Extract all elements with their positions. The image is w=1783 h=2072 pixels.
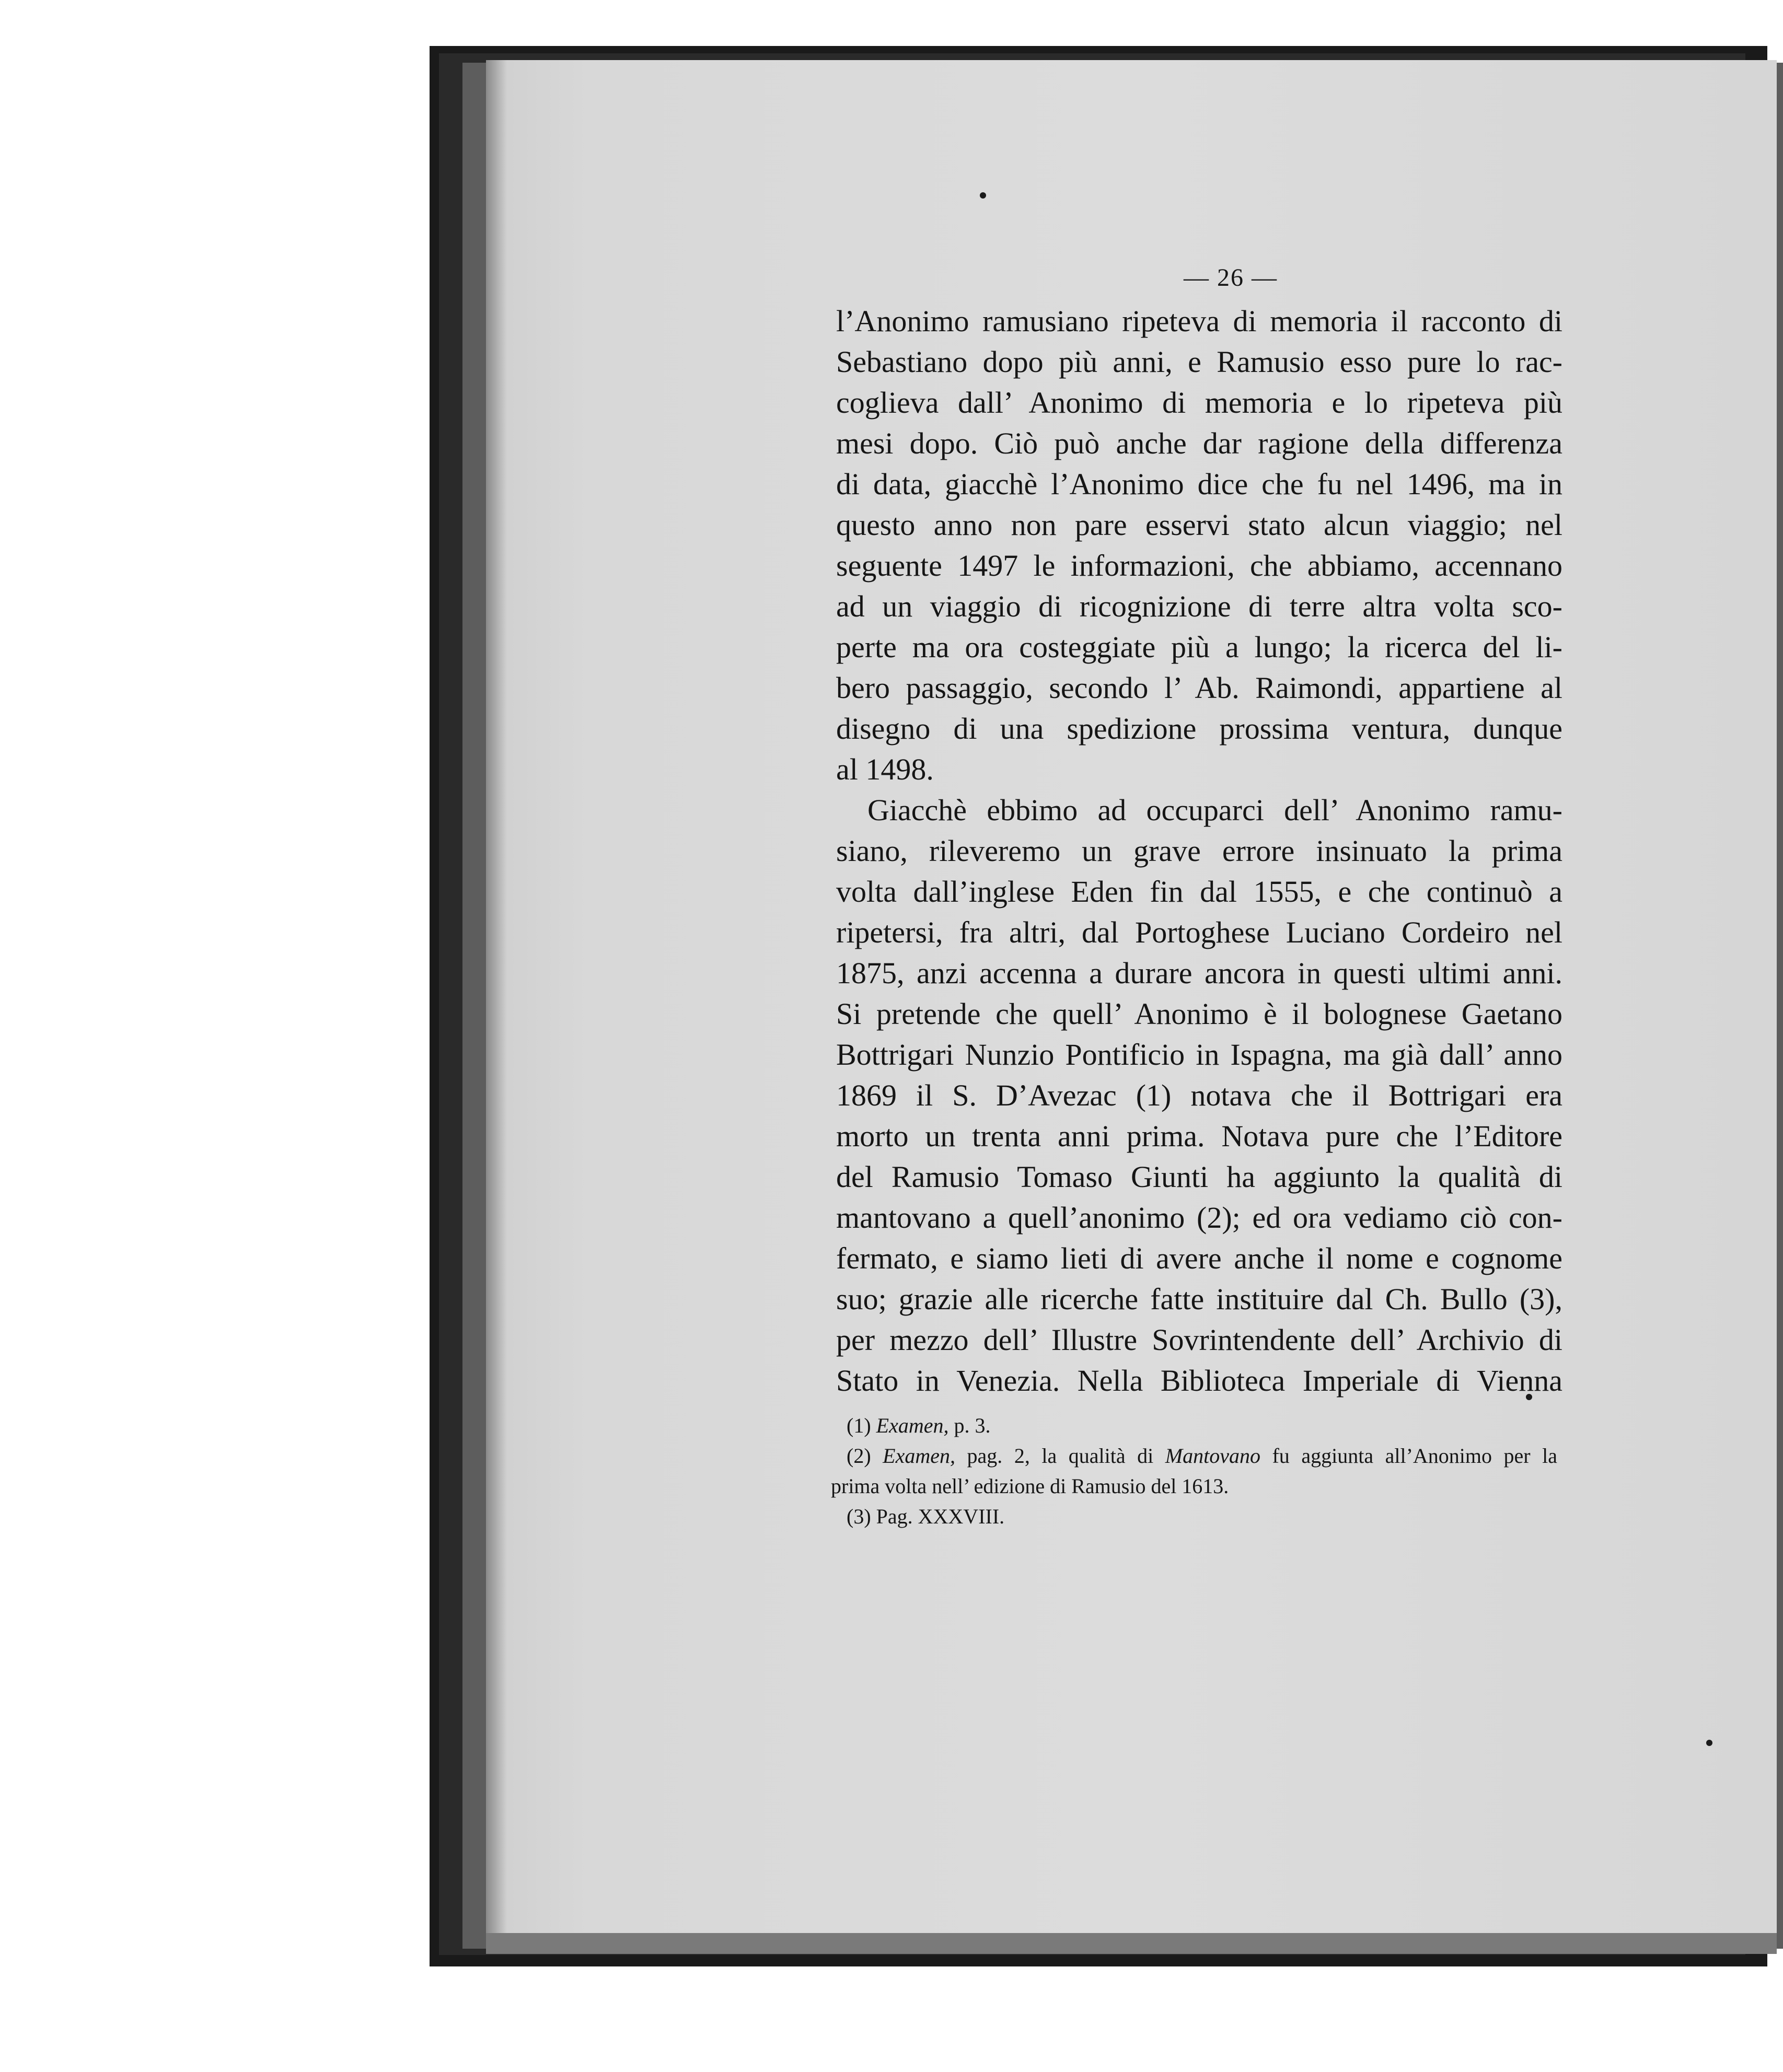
text-line: ripetersi, fra altri, dal Portoghese Luciano Cordeiro nel [836,915,1562,949]
text-line: mesi dopo. Ciò può anche dar ragione della differenza [836,426,1562,460]
text-line: bero passaggio, secondo l’ Ab. Raimondi, appartiene al [836,671,1562,705]
page-gutter-shadow [486,60,507,1951]
text-line: disegno di una spedizione prossima ventura, dunque [836,712,1562,746]
ink-speck [1706,1740,1712,1746]
footnote-text: Pag. XXXVIII. [876,1505,1005,1528]
text-line: di data, giacchè l’Anonimo dice che fu nel 1496, ma in [836,467,1562,501]
text-line: 1875, anzi accenna a durare ancora in questi ultimi anni. [836,956,1562,990]
text-line: Sebastiano dopo più anni, e Ramusio esso pure lo rac- [836,345,1562,379]
text-line: questo anno non pare esservi stato alcun viaggio; nel [836,508,1562,542]
page-text-block [836,261,1562,1401]
text-line: seguente 1497 le informazioni, che abbiamo, accennano [836,549,1562,583]
text-line: 1869 il S. D’Avezac (1) notava che il Bottrigari era [836,1078,1562,1112]
footnote-number: (2) [847,1444,871,1468]
text-line: l’Anonimo ramusiano ripeteva di memoria il racconto di [836,304,1562,338]
footnote-2-continuation: prima volta nell’ edizione di Ramusio del 1613. [831,1474,1229,1498]
text-line: Si pretende che quell’ Anonimo è il bolognese Gaetano [836,997,1562,1031]
body-text [836,301,1562,1401]
footnote-ref-title: Examen, [876,1414,949,1437]
footnote-text: fu aggiunta all’Anonimo per la [1272,1444,1558,1468]
text-line: ad un viaggio di ricognizione di terre altra volta sco- [836,589,1562,623]
ink-speck [980,192,986,199]
page-number: — 26 — [1184,264,1278,292]
text-line: al 1498. [836,752,934,786]
footnote-ref-title: Examen, [883,1444,955,1468]
text-line: del Ramusio Tomaso Giunti ha aggiunto la qualità di [836,1160,1562,1194]
footnote-2 [831,1441,1557,1471]
text-line: mantovano a quell’anonimo (2); ed ora vediamo ciò con- [836,1201,1562,1235]
footnote-text: pag. 2, la qualità di [967,1444,1154,1468]
footnote-3 [831,1501,1557,1532]
text-line: coglieva dall’ Anonimo di memoria e lo ripeteva più [836,386,1562,420]
page-bottom-edge [486,1933,1777,1954]
text-line: Giacchè ebbimo ad occuparci dell’ Anonimo ramu- [867,793,1562,827]
footnote-text: p. 3. [954,1414,991,1437]
text-line: volta dall’inglese Eden fin dal 1555, e che continuò a [836,875,1562,909]
footnote-number: (1) [847,1414,871,1437]
text-line: Stato in Venezia. Nella Biblioteca Imperiale di Vienna [836,1364,1562,1398]
text-line: perte ma ora costeggiate più a lungo; la ricerca del li- [836,630,1562,664]
footnote-number: (3) [847,1505,871,1528]
footnotes [831,1411,1557,1532]
footnote-1 [831,1411,1557,1441]
text-line: siano, rileveremo un grave errore insinuato la prima [836,834,1562,868]
text-line: morto un trenta anni prima. Notava pure che l’Editore [836,1119,1562,1153]
text-line: Bottrigari Nunzio Pontificio in Ispagna, ma già dall’ anno [836,1038,1562,1072]
text-line: suo; grazie alle ricerche fatte instituire dal Ch. Bullo (3), [836,1282,1562,1316]
text-line: per mezzo dell’ Illustre Sovrintendente dell’ Archivio di [836,1323,1562,1357]
footnote-emphasis: Mantovano [1165,1444,1260,1468]
text-line: fermato, e siamo lieti di avere anche il nome e cognome [836,1241,1562,1275]
